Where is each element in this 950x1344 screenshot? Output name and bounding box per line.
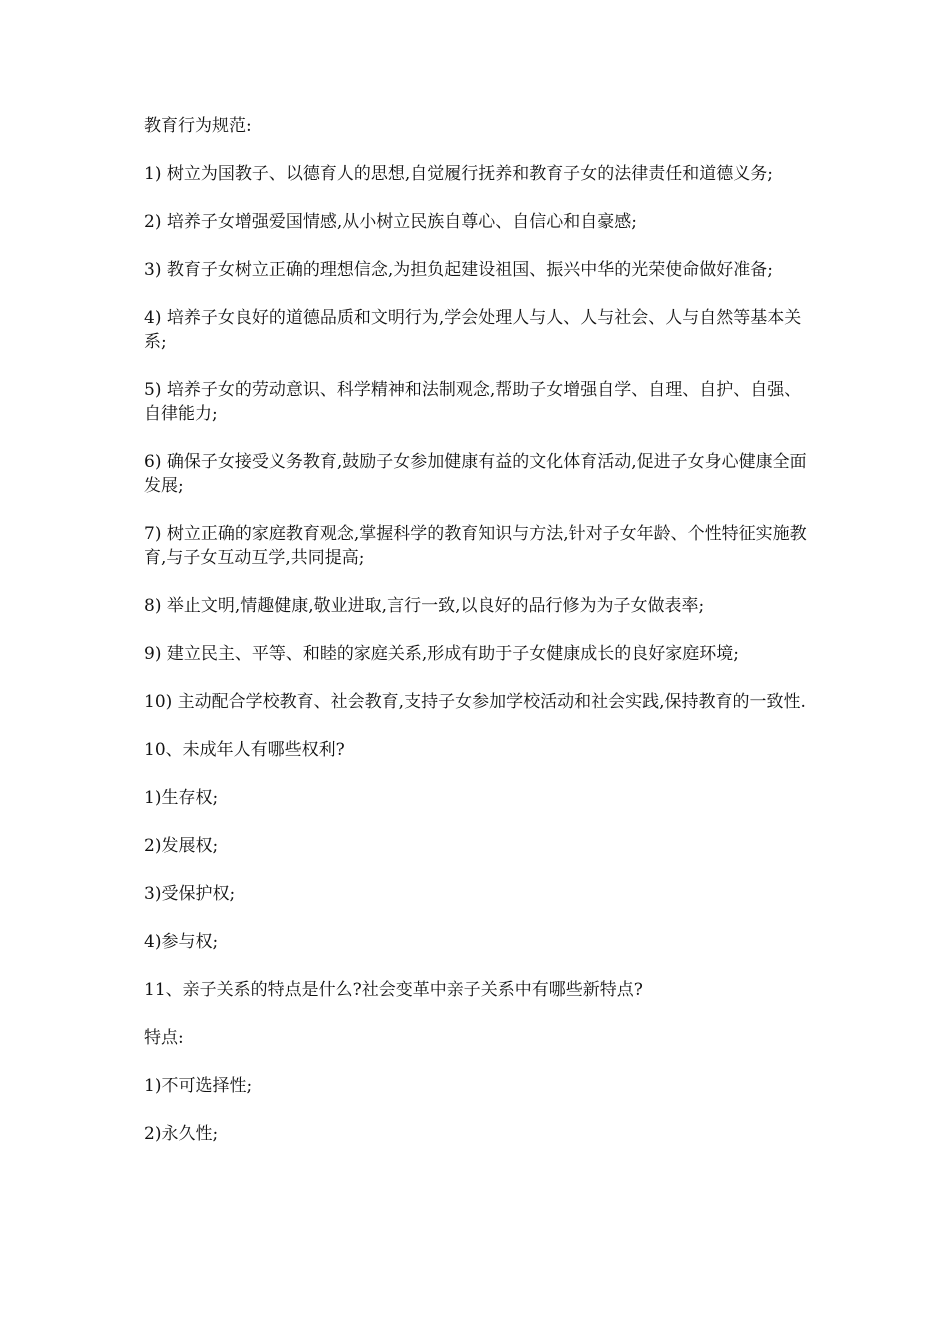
norm-item-4: 4) 培养子女良好的道德品质和文明行为,学会处理人与人、人与社会、人与自然等基本关系; (144, 308, 802, 352)
norm-item-9: 9) 建立民主、平等、和睦的家庭关系,形成有助于子女健康成长的良好家庭环境; (144, 644, 739, 664)
feature-item-2: 2)永久性; (144, 1124, 219, 1144)
norm-item-8: 8) 举止文明,情趣健康,敬业进取,言行一致,以良好的品行修为为子女做表率; (144, 596, 705, 616)
norm-item-1: 1) 树立为国教子、以德育人的思想,自觉履行抚养和教育子女的法律责任和道德义务; (144, 164, 773, 184)
question-11-heading: 11、亲子关系的特点是什么?社会变革中亲子关系中有哪些新特点? (144, 980, 643, 1000)
norm-item-5: 5) 培养子女的劳动意识、科学精神和法制观念,帮助子女增强自学、自理、自护、自强、自律能力; (144, 380, 802, 424)
right-item-2: 2)发展权; (144, 836, 219, 856)
question-10-heading: 10、未成年人有哪些权利? (144, 740, 345, 760)
norm-item-7: 7) 树立正确的家庭教育观念,掌握科学的教育知识与方法,针对子女年龄、个性特征实施教育,与子女互动互学,共同提高; (144, 524, 807, 568)
right-item-3: 3)受保护权; (144, 884, 236, 904)
document-body (144, 114, 810, 1170)
norm-item-2: 2) 培养子女增强爱国情感,从小树立民族自尊心、自信心和自豪感; (144, 212, 637, 232)
norm-item-6: 6) 确保子女接受义务教育,鼓励子女参加健康有益的文化体育活动,促进子女身心健康全面发展; (144, 452, 807, 496)
features-label: 特点: (144, 1028, 184, 1048)
right-item-4: 4)参与权; (144, 932, 219, 952)
feature-item-1: 1)不可选择性; (144, 1076, 253, 1096)
section-heading-education-norms: 教育行为规范: (144, 116, 252, 136)
norm-item-3: 3) 教育子女树立正确的理想信念,为担负起建设祖国、振兴中华的光荣使命做好准备; (144, 260, 773, 280)
right-item-1: 1)生存权; (144, 788, 219, 808)
norm-item-10: 10) 主动配合学校教育、社会教育,支持子女参加学校活动和社会实践,保持教育的一致性. (144, 692, 806, 712)
